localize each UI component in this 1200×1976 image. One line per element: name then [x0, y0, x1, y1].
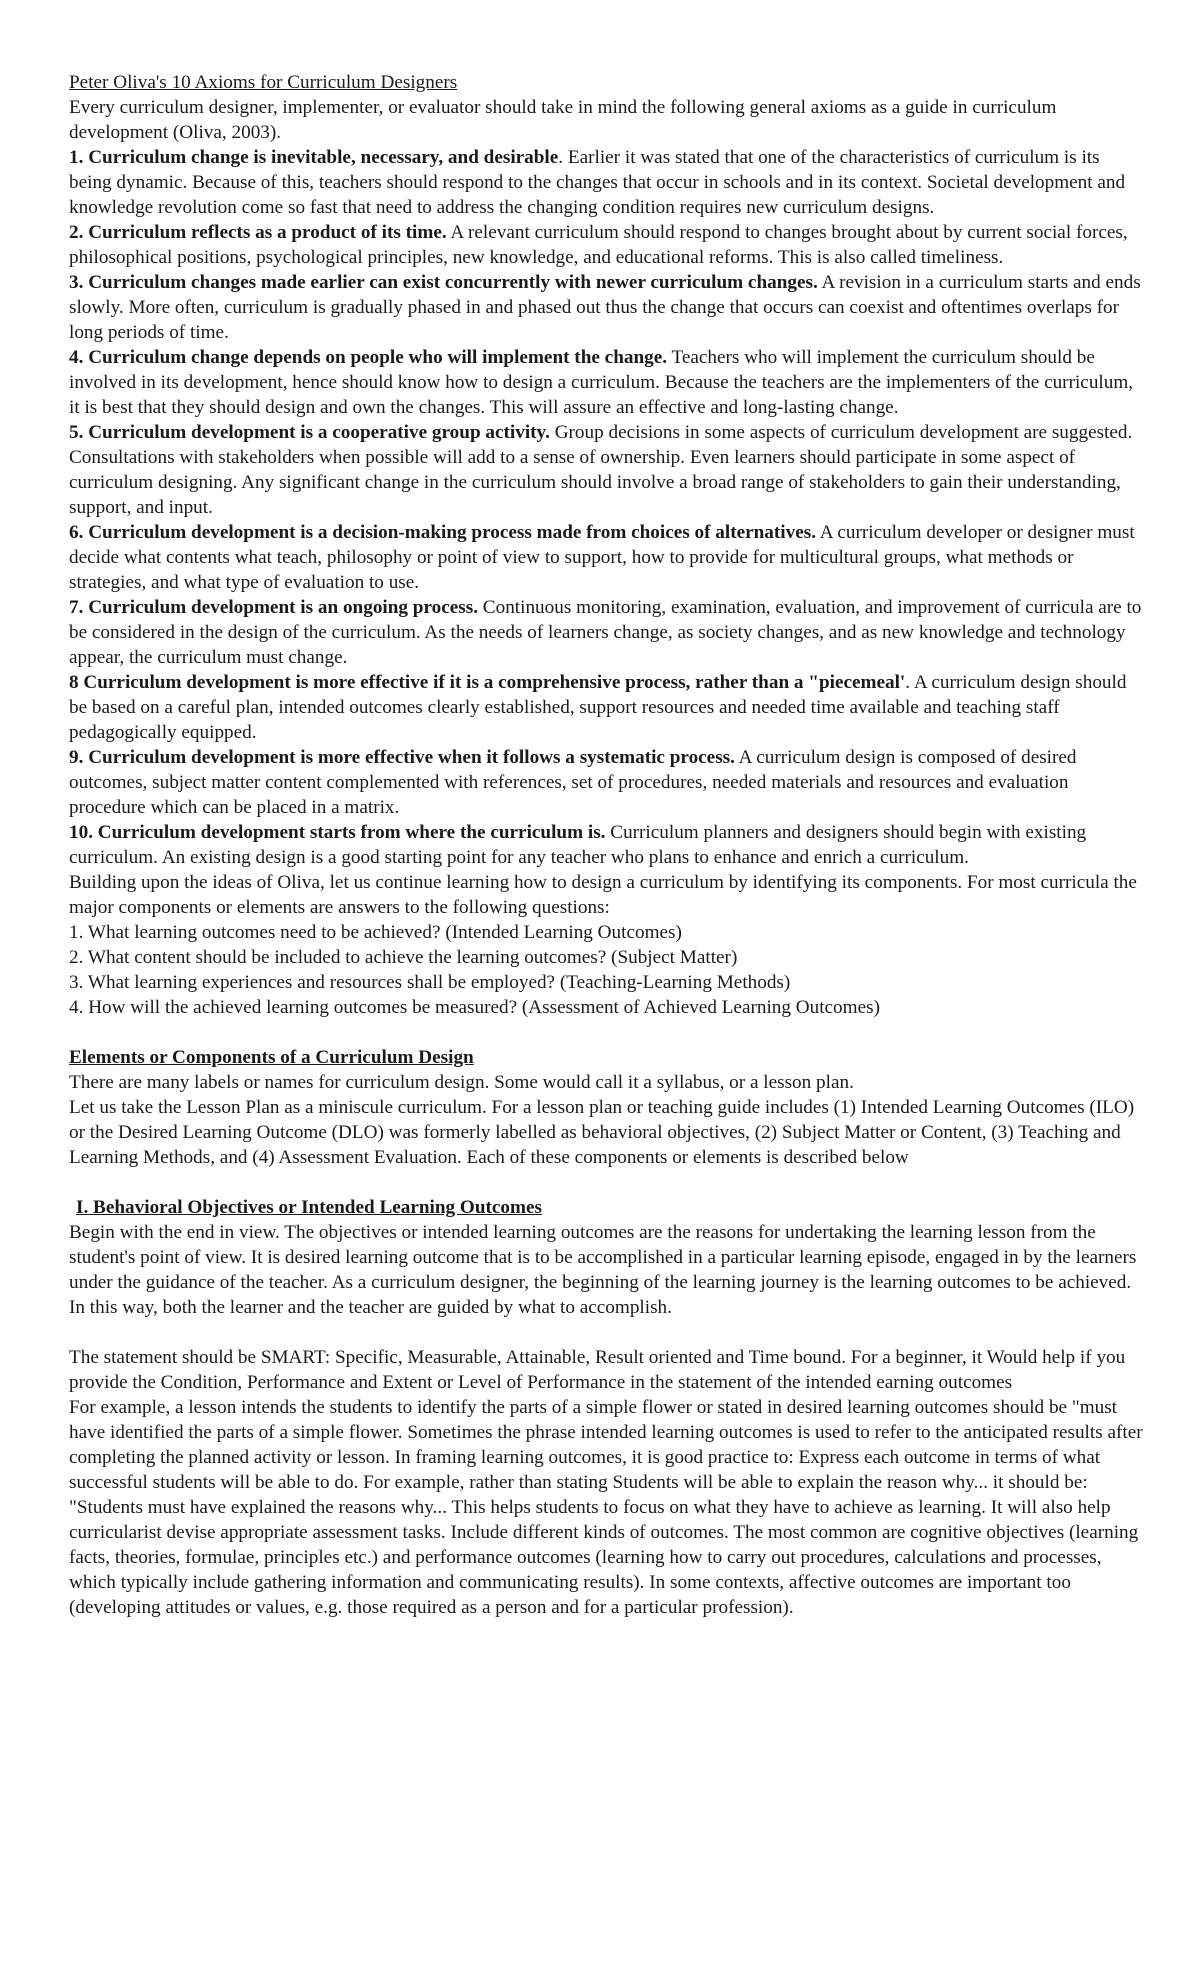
- intro-paragraph: Every curriculum designer, implementer, or evaluator should take in mind the following general axioms as a guide in curriculum development (Oliva, 2003).: [69, 97, 1057, 143]
- axiom-7-text: Continuous monitoring, examination, evaluation, and improvement of curricula are to be considered in the design of the curriculum. As the needs of learners change, as society changes, and as new knowledge and technology appear, the curriculum must change.: [69, 597, 1142, 668]
- question-1: 1. What learning outcomes need to be achieved? (Intended Learning Outcomes): [69, 922, 682, 943]
- ilo-paragraph-2: The statement should be SMART: Specific, Measurable, Attainable, Result oriented and Time bound. For a beginner, it Would help if you provide the Condition, Performance and Extent or Level of Performance in the statement of the intended earning outcomes: [69, 1347, 1126, 1393]
- axiom-5-text: Group decisions in some aspects of curriculum development are suggested. Consultations with stakeholders when possible will add to a sense of ownership. Even learners should participate in some aspect of curriculum designing. Any significant change in the curriculum should involve a broad range of stakeholders to gain their understanding, support, and input.: [69, 422, 1133, 518]
- axiom-3: [69, 270, 1144, 345]
- axiom-8-text: . A curriculum design should be based on a careful plan, intended outcomes clearly established, support resources and needed time available and teaching staff pedagogically equipped.: [69, 672, 1127, 743]
- axiom-8-lead: 8 Curriculum development is more effective if it is a comprehensive process, rather than a "piecemeal': [69, 672, 906, 693]
- axiom-2-text: A relevant curriculum should respond to changes brought about by current social forces, philosophical positions, psychological principles, new knowledge, and educational reforms. This is also called timeliness.: [69, 222, 1128, 268]
- ilo-paragraph-1: Begin with the end in view. The objectives or intended learning outcomes are the reasons for undertaking the learning lesson from the student's point of view. It is desired learning outcome that is to be accomplished in a particular learning episode, engaged in by the learners under the guidance of the teacher. As a curriculum designer, the beginning of the learning journey is the learning outcomes to be achieved. In this way, both the learner and the teacher are guided by what to accomplish.: [69, 1222, 1137, 1318]
- spacer: [69, 1320, 1144, 1345]
- axiom-10-text: Curriculum planners and designers should begin with existing curriculum. An existing design is a good starting point for any teacher who plans to enhance and enrich a curriculum.: [69, 822, 1087, 868]
- question-3: 3. What learning experiences and resources shall be employed? (Teaching-Learning Methods): [69, 972, 791, 993]
- spacer: [69, 1170, 1144, 1195]
- axiom-9: [69, 745, 1144, 820]
- question-4: 4. How will the achieved learning outcomes be measured? (Assessment of Achieved Learning Outcomes): [69, 997, 880, 1018]
- axiom-6-text: A curriculum developer or designer must decide what contents what teach, philosophy or point of view to support, how to provide for multicultural groups, what methods or strategies, and what type of evaluation to use.: [69, 522, 1135, 593]
- axiom-1: [69, 145, 1144, 220]
- axiom-6-lead: 6. Curriculum development is a decision-making process made from choices of alternatives.: [69, 522, 817, 543]
- axiom-3-lead: 3. Curriculum changes made earlier can exist concurrently with newer curriculum changes.: [69, 272, 818, 293]
- axiom-10: [69, 820, 1144, 870]
- axiom-4: [69, 345, 1144, 420]
- axiom-5: [69, 420, 1144, 520]
- elements-heading: Elements or Components of a Curriculum Design: [69, 1047, 474, 1068]
- building-paragraph: Building upon the ideas of Oliva, let us continue learning how to design a curriculum by identifying its components. For most curricula the major components or elements are answers to the following questions:: [69, 872, 1137, 918]
- axiom-2-lead: 2. Curriculum reflects as a product of its time.: [69, 222, 447, 243]
- document-body: [69, 70, 1144, 1620]
- elements-paragraph-1: There are many labels or names for curriculum design. Some would call it a syllabus, or a lesson plan.: [69, 1072, 854, 1093]
- axiom-9-text: A curriculum design is composed of desired outcomes, subject matter content complemented with references, set of procedures, needed materials and resources and evaluation procedure which can be placed in a matrix.: [69, 747, 1077, 818]
- axiom-9-lead: 9. Curriculum development is more effective when it follows a systematic process.: [69, 747, 735, 768]
- axiom-8: [69, 670, 1144, 745]
- axiom-3-text: A revision in a curriculum starts and ends slowly. More often, curriculum is gradually phased in and phased out thus the change that occurs can coexist and oftentimes overlaps for long periods of time.: [69, 272, 1141, 343]
- spacer: [69, 1020, 1144, 1045]
- ilo-heading: I. Behavioral Objectives or Intended Learning Outcomes: [76, 1197, 542, 1218]
- axiom-6: [69, 520, 1144, 595]
- axiom-4-lead: 4. Curriculum change depends on people who will implement the change.: [69, 347, 668, 368]
- axiom-7: [69, 595, 1144, 670]
- axiom-5-lead: 5. Curriculum development is a cooperative group activity.: [69, 422, 550, 443]
- axiom-4-text: Teachers who will implement the curriculum should be involved in its development, hence should know how to design a curriculum. Because the teachers are the implementers of the curriculum, it is best that they should design and own the changes. This will assure an effective and long-lasting change.: [69, 347, 1134, 418]
- document-title: Peter Oliva's 10 Axioms for Curriculum Designers: [69, 72, 458, 93]
- elements-paragraph-2: Let us take the Lesson Plan as a miniscule curriculum. For a lesson plan or teaching guide includes (1) Intended Learning Outcomes (ILO) or the Desired Learning Outcome (DLO) was formerly labelled as behavioral objectives, (2) Subject Matter or Content, (3) Teaching and Learning Methods, and (4) Assessment Evaluation. Each of these components or elements is described below: [69, 1097, 1135, 1168]
- axiom-1-text: . Earlier it was stated that one of the characteristics of curriculum is its being dynamic. Because of this, teachers should respond to the changes that occur in schools and in its context. Societal development and knowledge revolution come so fast that need to address the changing condition requires new curriculum designs.: [69, 147, 1126, 218]
- question-2: 2. What content should be included to achieve the learning outcomes? (Subject Matter): [69, 947, 738, 968]
- axiom-1-lead: 1. Curriculum change is inevitable, necessary, and desirable: [69, 147, 559, 168]
- ilo-paragraph-3: For example, a lesson intends the students to identify the parts of a simple flower or stated in desired learning outcomes should be "must have identified the parts of a simple flower. Sometimes the phrase intended learning outcomes is used to refer to the anticipated results after completing the planned activity or lesson. In framing learning outcomes, it is good practice to: Express each outcome in terms of what successful students will be able to do. For example, rather than stating Students will be able to explain the reason why... it should be: "Students must have explained the reasons why... This helps students to focus on what they have to achieve as learning. It will also help curricularist devise appropriate assessment tasks. Include different kinds of outcomes. The most common are cognitive objectives (learning facts, theories, formulae, principles etc.) and performance outcomes (learning how to carry out procedures, calculations and processes, which typically include gathering information and communicating results). In some contexts, affective outcomes are important too (developing attitudes or values, e.g. those required as a person and for a particular profession).: [69, 1397, 1143, 1618]
- axiom-10-lead: 10. Curriculum development starts from where the curriculum is.: [69, 822, 606, 843]
- axiom-7-lead: 7. Curriculum development is an ongoing process.: [69, 597, 478, 618]
- axiom-2: [69, 220, 1144, 270]
